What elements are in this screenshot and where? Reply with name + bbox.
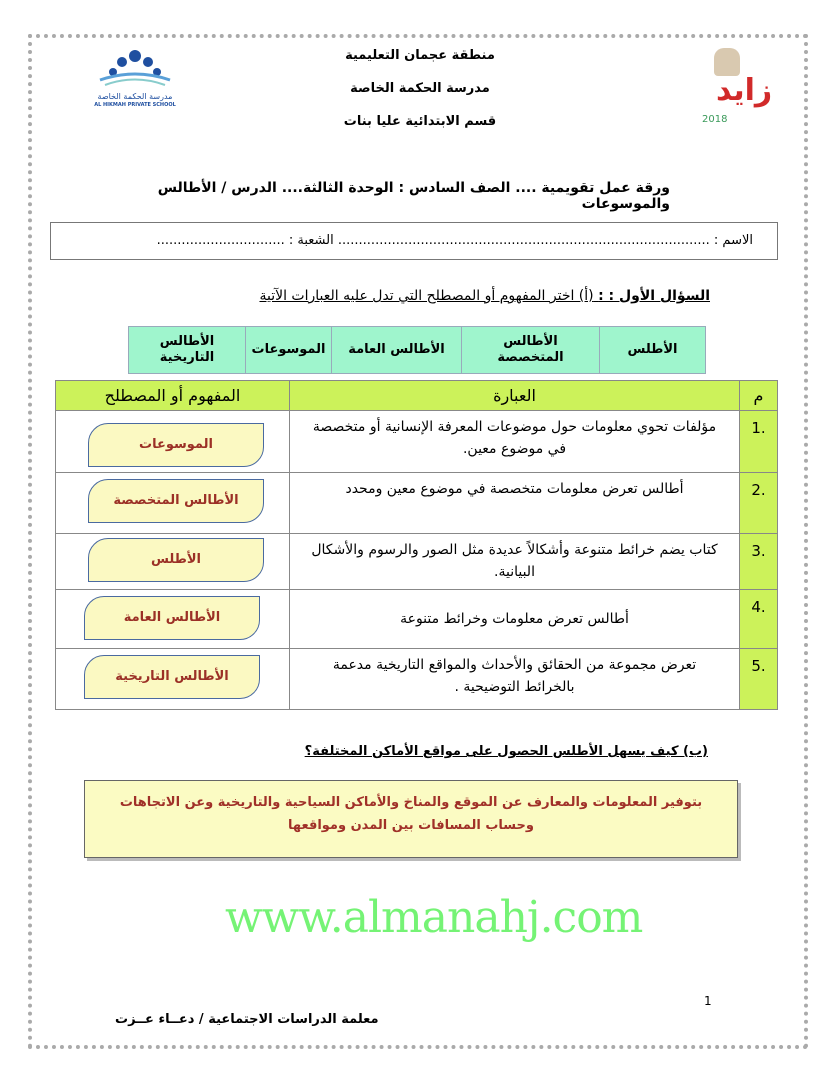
name-field[interactable]: الاسم : ..........................................................................................	[337, 233, 753, 248]
word-bank-item: الأطالس التاريخية	[129, 327, 246, 374]
row-statement: أطالس تعرض معلومات متخصصة في موضوع معين ومحدد	[290, 473, 740, 534]
row-statement: مؤلفات تحوي معلومات حول موضوعات المعرفة الإنسانية أو متخصصة في موضوع معين.	[290, 411, 740, 473]
header-line-3: قسم الابتدائية عليا بنات	[343, 114, 497, 129]
footer-teacher: معلمة الدراسات الاجتماعية / دعــاء عــزت	[115, 1012, 379, 1027]
zayed-year-logo: زايد 2018	[700, 48, 780, 128]
header-num: م	[740, 381, 778, 411]
watermark: www.almanahj.com	[225, 892, 643, 943]
questions-table	[55, 380, 778, 710]
question-1-text: (أ) اختر المفهوم أو المصطلح التي تدل عليه العبارات الآتية	[259, 288, 594, 304]
row-statement: كتاب يضم خرائط متنوعة وأشكالاً عديدة مثل الصور والرسوم والأشكال البيانية.	[290, 534, 740, 590]
word-bank-item: الأطالس المتخصصة	[462, 327, 600, 374]
header-line-2: مدرسة الحكمة الخاصة	[350, 81, 490, 96]
school-logo: مدرسة الحكمة الخاصة AL HIKMAH PRIVATE SCHOOL	[80, 48, 190, 104]
row-statement: تعرض مجموعة من الحقائق والأحداث والمواقع التاريخية مدعمة بالخرائط التوضيحية .	[290, 649, 740, 710]
answer-box: الأطلس	[88, 538, 264, 582]
table-row	[56, 649, 778, 710]
name-box	[50, 222, 778, 260]
row-num: .2	[740, 473, 778, 534]
word-bank-item: الموسوعات	[246, 327, 332, 374]
worksheet-title: ورقة عمل تقويمية .... الصف السادس : الوحدة الثالثة.... الدرس / الأطالس والموسوعات	[157, 180, 670, 212]
answer-box: الأطالس المتخصصة	[88, 479, 264, 523]
header-line-1: منطقة عجمان التعليمية	[345, 48, 495, 63]
row-num: .1	[740, 411, 778, 473]
part-b-question: (ب) كيف يسهل الأطلس الحصول على مواقع الأماكن المختلفة؟	[304, 744, 708, 759]
part-b-answer: بتوفير المعلومات والمعارف عن الموقع والمناخ والأماكن السياحية والتاريخية وعن الاتجاهات وحساب المسافات بين المدن ومواقعها	[84, 780, 738, 858]
table-row	[56, 534, 778, 590]
table-row	[56, 473, 778, 534]
row-num: .4	[740, 590, 778, 649]
question-1-label: السؤال الأول : :	[598, 288, 710, 304]
word-bank-item: الأطلس	[600, 327, 706, 374]
header-answer: المفهوم أو المصطلح	[56, 381, 290, 411]
page-number: 1	[704, 994, 712, 1008]
answer-box: الموسوعات	[88, 423, 264, 467]
section-field[interactable]: الشعبة : ...............................	[156, 233, 334, 248]
row-num: .3	[740, 534, 778, 590]
word-bank-item: الأطالس العامة	[332, 327, 462, 374]
answer-box: الأطالس العامة	[84, 596, 260, 640]
answer-box: الأطالس التاريخية	[84, 655, 260, 699]
table-row	[56, 411, 778, 473]
question-1	[259, 288, 710, 304]
header-statement: العبارة	[290, 381, 740, 411]
word-bank	[128, 326, 706, 374]
table-row	[56, 590, 778, 649]
row-statement: أطالس تعرض معلومات وخرائط متنوعة	[290, 590, 740, 649]
row-num: .5	[740, 649, 778, 710]
